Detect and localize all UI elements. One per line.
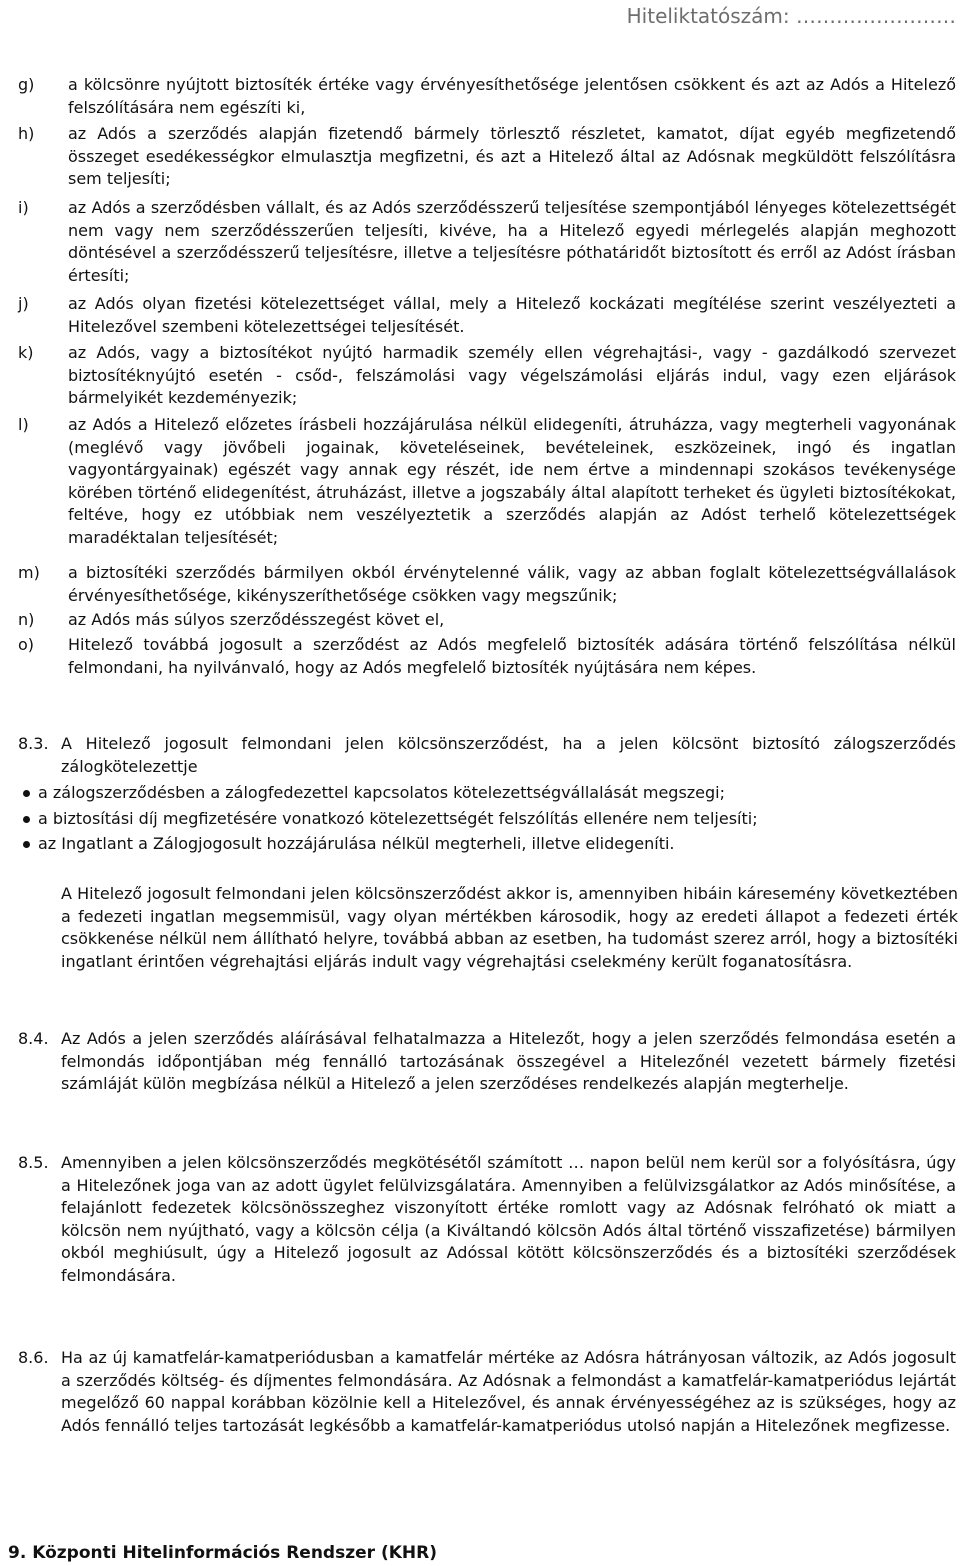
list-item-text: az Adós a Hitelező előzetes írásbeli hozzájárulása nélkül elidegeníti, átruházza, vagy megterheli vagyonának (meglévő vagy jövőbeli jogainak, követeléseinek, bevételeinek, eszközeinek, ingó és ingatlan vagyontárgyainak) egészét vagy annak egy részét, ide nem értve a mindennapi szokásos tevékenysége körében történő elidegenítést, átruházást, illetve a jogszabály által alapított terheket és ügyleti biztosítékokat, feltéve, hogy ez utóbbiak nem veszélyeztetik a szerződés alapján az Adóst terhelő kötelezettségek maradéktalan teljesítését; xyxy=(68,415,956,547)
list-item-k xyxy=(0,342,958,410)
bullet-item xyxy=(0,833,958,856)
list-item-text: az Adós, vagy a biztosítékot nyújtó harmadik személy ellen végrehajtási-, vagy - gazdálkodó szervezet biztosítéknyújtó esetén - csőd-, felszámolási vagy végelszámolási eljárás indul, vagy ezen eljárások bármelyikét kezdeményezik; xyxy=(68,343,956,407)
section-8-3-paragraph: A Hitelező jogosult felmondani jelen kölcsönszerződést akkor is, amennyiben hibáin káresemény következtében a fedezeti ingatlan megsemmisül, vagy olyan mértékben károsodik, hogy az eredeti állapot a fedezeti érték csökkenése nélkül nem állítható helyre, továbbá abban az esetben, ha tudomást szerez arról, hogy a biztosítéki ingatlant érintően végrehajtási eljárás indult vagy végrehajtási cselekmény került foganatosításra. xyxy=(61,884,958,971)
list-item-text: az Adós a szerződés alapján fizetendő bármely törlesztő részletet, kamatot, díjat egyéb megfizetendő összeget esedékességkor elmulasztja megfizetni, és azt a Hitelező által az Adósnak megküldött felszólításra sem teljesíti; xyxy=(68,124,956,188)
list-item-l xyxy=(0,414,958,549)
section-9-heading: 9. Központi Hitelinformációs Rendszer (KHR) xyxy=(8,1543,437,1563)
list-item-mark: i) xyxy=(18,198,29,217)
section-number: 8.6. xyxy=(18,1348,49,1367)
bullet-dot-icon xyxy=(23,816,30,823)
list-item-mark: k) xyxy=(18,343,34,362)
list-item-mark: g) xyxy=(18,75,35,94)
list-item-n xyxy=(0,609,958,632)
section-text: Amennyiben a jelen kölcsönszerződés megkötésétől számított … napon belül nem kerül sor a folyósításra, úgy a Hitelezőnek joga van az adott ügylet felülvizsgálatára. Amennyiben a felülvizsgálatkor az Adós minősítése, a felajánlott fedezetek kölcsönösszeghez viszonyított értéke romlott vagy az Adósnak felróható ok miatt a kölcsön nem nyújtható, vagy a kölcsön célja (a Kiváltandó kölcsön Adós által történő visszafizetése) bármilyen okból meghiúsult, úgy a Hitelező jogosult az Adóssal kötött kölcsönszerződés és a biztosítéki szerződések felmondására. xyxy=(61,1153,956,1285)
section-text: Ha az új kamatfelár-kamatperiódusban a kamatfelár mértéke az Adósra hátrányosan változik, az Adós jogosult a szerződés költség- és díjmentes felmondására. Az Adósnak a felmondást a kamatfelár-kamatperiódus lejártát megelőző 60 nappal korábban közölnie kell a Hitelezővel, és annak érvényességéhez az is szükséges, hogy az Adós fennálló teljes tartozását legkésőbb a kamatfelár-kamatperiódus utolsó napján a Hitelezőnek megfizesse. xyxy=(61,1348,956,1435)
section-text: A Hitelező jogosult felmondani jelen kölcsönszerződést, ha a jelen kölcsönt biztosító zálogszerződés zálogkötelezettje xyxy=(61,734,956,776)
list-item-text: az Adós más súlyos szerződésszegést követ el, xyxy=(68,610,445,629)
list-item-mark: j) xyxy=(18,294,29,313)
section-8-5 xyxy=(0,1152,958,1287)
list-item-text: a biztosítéki szerződés bármilyen okból érvénytelenné válik, vagy az abban foglalt kötelezettségvállalások érvényesíthetősége, kikényszeríthetősége csökken vagy megszűnik; xyxy=(68,563,956,605)
section-number: 8.5. xyxy=(18,1153,49,1172)
bullet-text: a zálogszerződésben a zálogfedezettel kapcsolatos kötelezettségvállalását megszegi; xyxy=(38,783,726,802)
list-item-mark: m) xyxy=(18,563,40,582)
bullet-text: a biztosítási díj megfizetésére vonatkozó kötelezettségét felszólítás ellenére nem teljesíti; xyxy=(38,809,758,828)
list-item-mark: l) xyxy=(18,415,29,434)
bullet-item xyxy=(0,808,958,831)
list-item-text: a kölcsönre nyújtott biztosíték értéke vagy érvényesíthetősége jelentősen csökkent és azt az Adós a Hitelező felszólítására nem egészíti ki, xyxy=(68,75,956,117)
list-item-mark: o) xyxy=(18,635,35,654)
list-item-h xyxy=(0,123,958,191)
bullet-text: az Ingatlant a Zálogjogosult hozzájárulása nélkül megterheli, illetve elidegeníti. xyxy=(38,834,675,853)
section-text: Az Adós a jelen szerződés aláírásával felhatalmazza a Hitelezőt, hogy a jelen szerződés felmondása esetén a felmondás időpontjában még fennálló tartozásának összegével a Hitelezőnél vezetett bármely fizetési számláját külön megbízása nélkül a Hitelező a jelen szerződéses rendelkezés alapján megterhelje. xyxy=(61,1029,956,1093)
list-item-o xyxy=(0,634,958,679)
list-item-m xyxy=(0,562,958,607)
section-8-6 xyxy=(0,1347,958,1437)
section-8-3 xyxy=(0,733,958,778)
section-number: 8.3. xyxy=(18,734,49,753)
list-item-g xyxy=(0,74,958,119)
list-item-text: Hitelező továbbá jogosult a szerződést az Adós megfelelő biztosíték adására történő felszólítása nélkül felmondani, ha nyilvánvaló, hogy az Adós megfelelő biztosíték nyújtására nem képes. xyxy=(68,635,956,677)
document-reference-header: Hiteliktatószám: …………………… xyxy=(626,4,956,28)
list-item-mark: h) xyxy=(18,124,35,143)
bullet-dot-icon xyxy=(23,841,30,848)
list-item-i xyxy=(0,197,958,287)
list-item-mark: n) xyxy=(18,610,35,629)
section-number: 8.4. xyxy=(18,1029,49,1048)
bullet-dot-icon xyxy=(23,790,30,797)
list-item-j xyxy=(0,293,958,338)
list-item-text: az Adós a szerződésben vállalt, és az Adós szerződésszerű teljesítése szempontjából lényeges kötelezettségét nem vagy nem szerződésszerűen teljesíti, kivéve, ha a Hitelező egyedi mérlegelés alapján meghozott döntésével a szerződésszerű teljesítésre, illetve a teljesítésre póthatáridőt biztosított és erről az Adóst írásban értesíti; xyxy=(68,198,956,285)
bullet-item xyxy=(0,782,958,805)
list-item-text: az Adós olyan fizetési kötelezettséget vállal, mely a Hitelező kockázati megítélése szerint veszélyezteti a Hitelezővel szembeni kötelezettségei teljesítését. xyxy=(68,294,956,336)
section-8-4 xyxy=(0,1028,958,1096)
